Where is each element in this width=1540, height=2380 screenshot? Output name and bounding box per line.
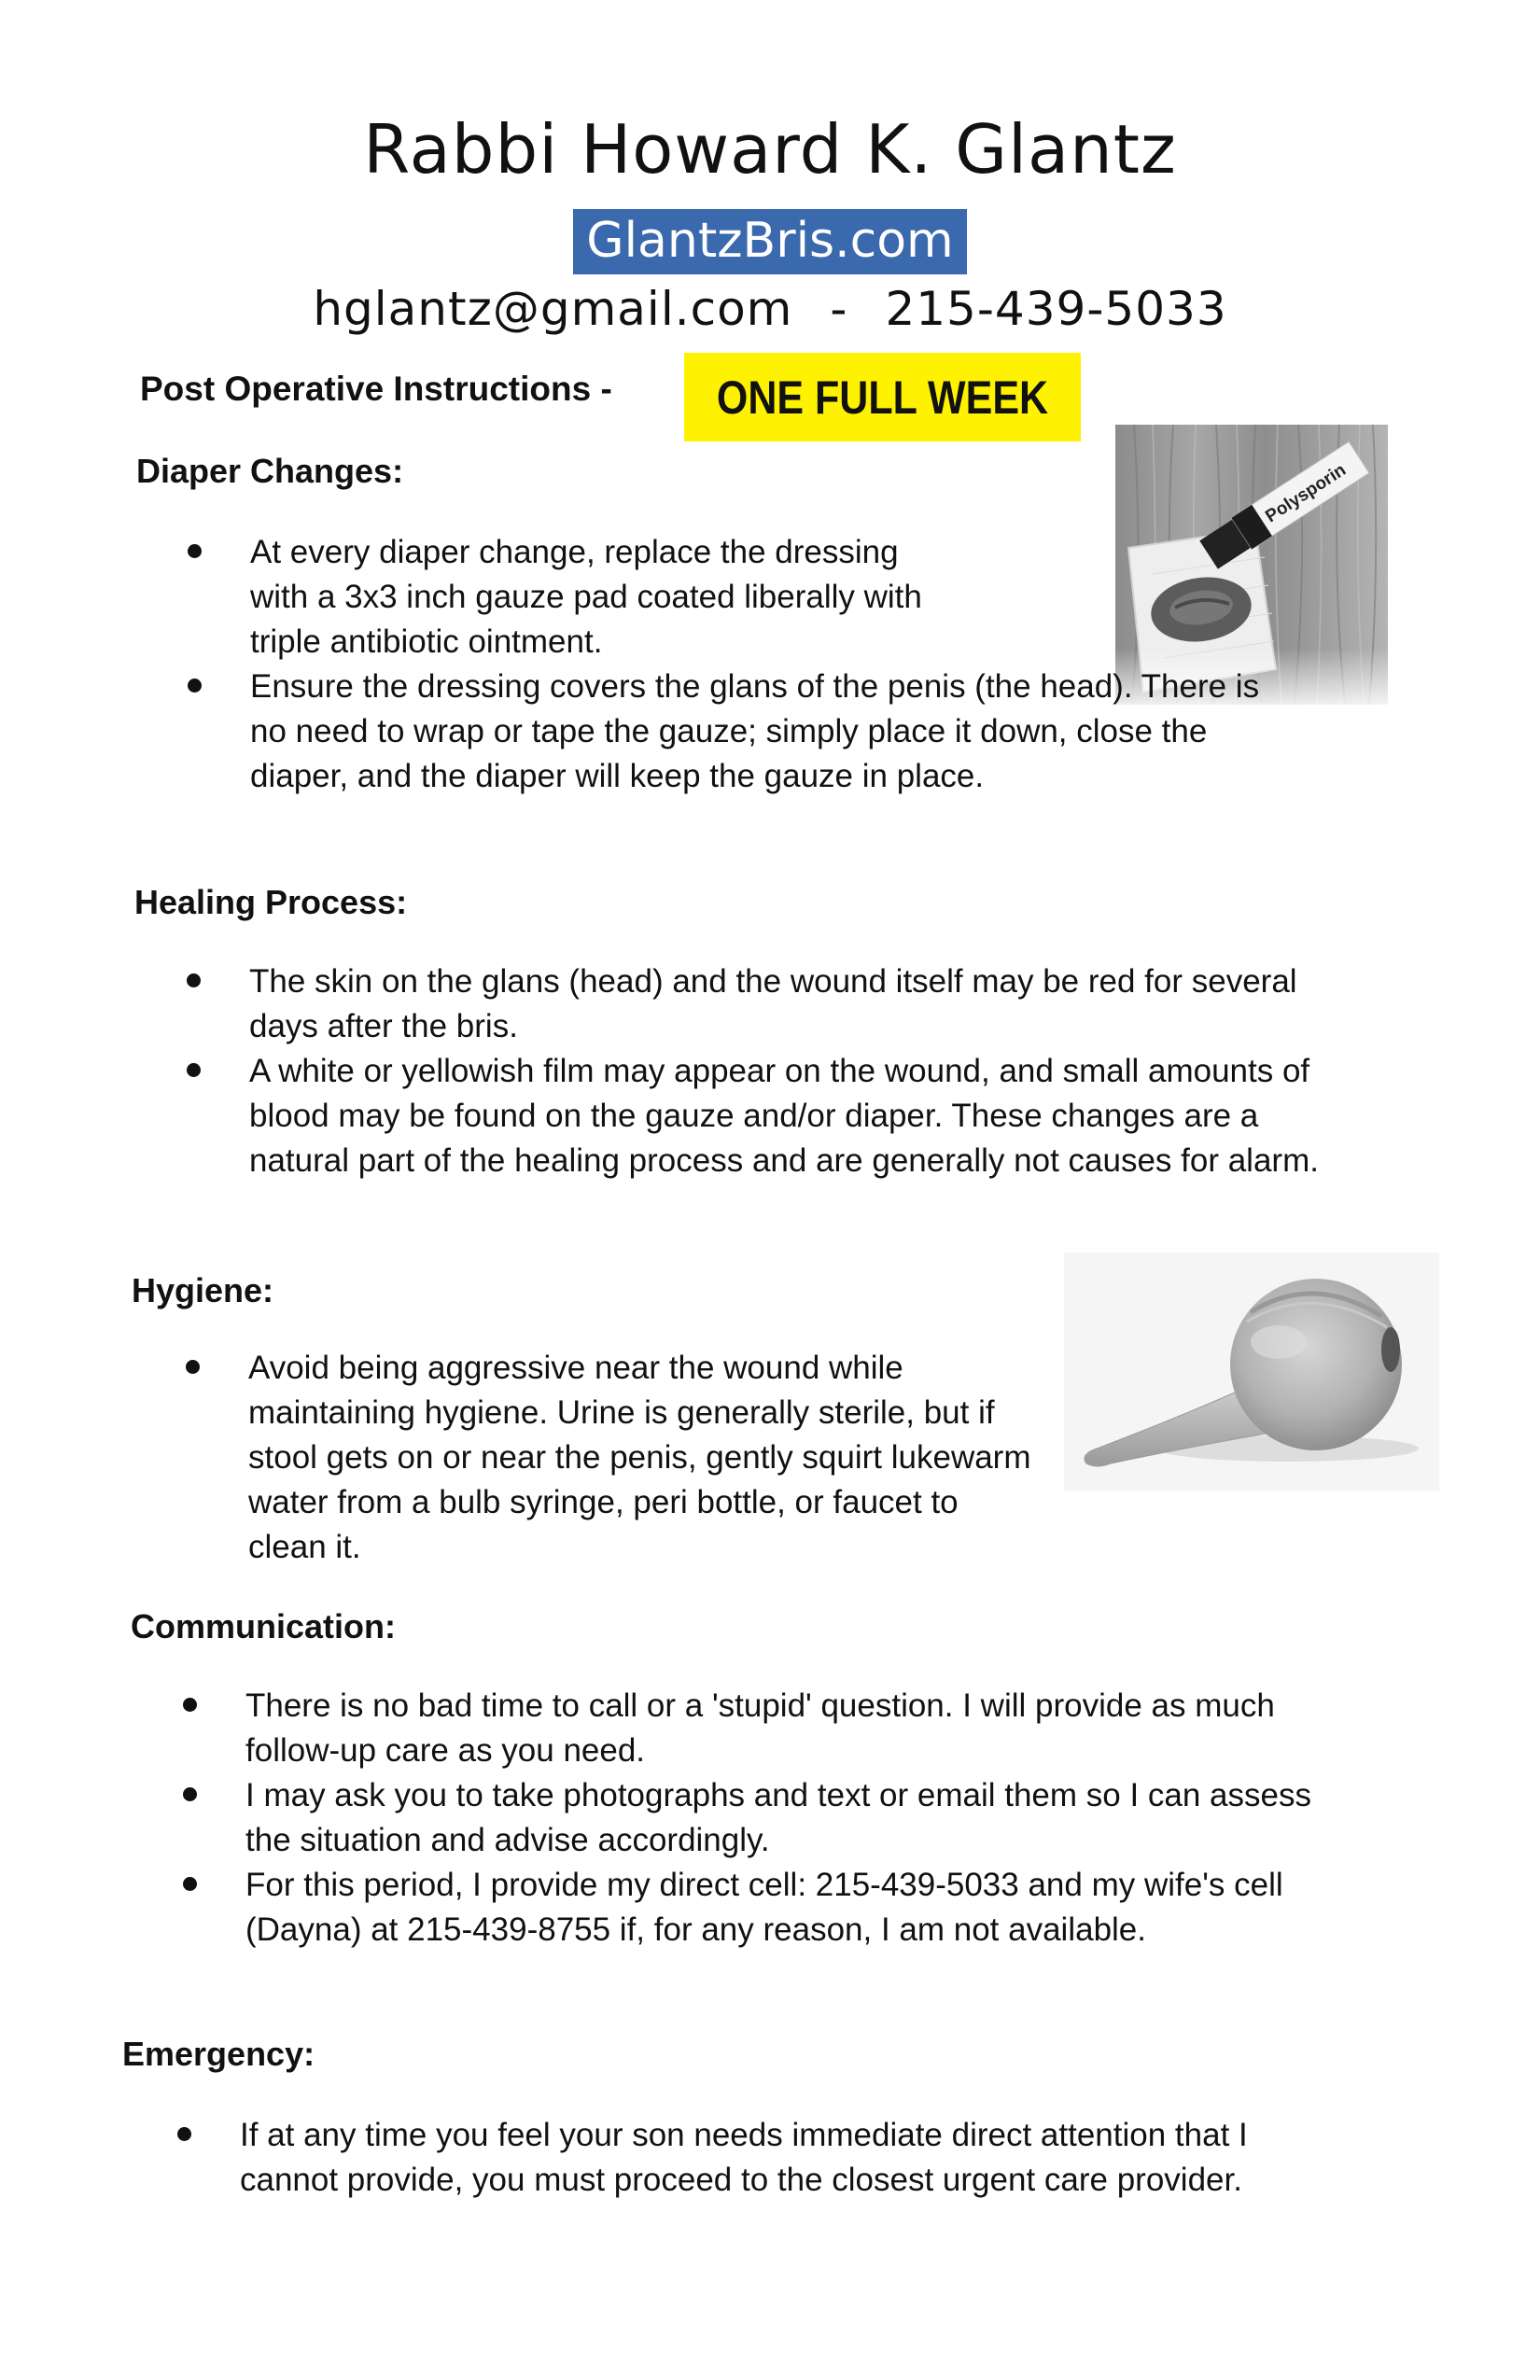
section-heading-hygiene: Hygiene: [132,1271,274,1309]
healing-process-list [187,959,1335,1183]
diaper-changes-list [188,530,1260,799]
list-item-text: If at any time you feel your son needs immediate direct attention that I cannot provide, you must proceed to the closest urgent care provider. [240,2117,1248,2198]
list-item-text: Ensure the dressing covers the glans of the penis (the head). There is no need to wrap or tape the gauze; simply place it down, close the diaper, and the diaper will keep the gauze in place. [250,668,1260,794]
website-row [0,209,1540,274]
list-item [188,665,1289,799]
list-item [188,530,959,665]
post-op-label: Post Operative Instructions - [140,370,612,408]
list-item-text: For this period, I provide my direct cell: 215-439-5033 and my wife's cell (Dayna) at 215-439-8755 if, for any reason, I am not available. [245,1867,1283,1948]
duration-text: ONE FULL WEEK [716,371,1049,424]
section-heading-healing-process: Healing Process: [134,883,408,921]
emergency-list [177,2113,1316,2203]
website-link[interactable]: GlantzBris.com [573,209,966,274]
bulb-syringe-photo [1064,1253,1439,1491]
list-item [183,1863,1312,1953]
list-item-text: The skin on the glans (head) and the wound itself may be red for several days after the bris. [249,963,1297,1044]
list-item [177,2113,1316,2203]
ointment-gauze-photo [1115,425,1388,705]
bullet-icon [183,1787,197,1801]
list-item-text: At every diaper change, replace the dressing with a 3x3 inch gauze pad coated liberally with triple antibiotic ointment. [250,534,922,660]
bullet-icon [187,973,201,987]
bullet-icon [177,2127,191,2141]
duration-badge [684,353,1081,441]
bullet-icon [183,1698,197,1712]
contact-separator: - [830,282,848,336]
bullet-icon [183,1877,197,1891]
bullet-icon [188,679,202,693]
list-item [186,1346,1044,1570]
list-item [183,1684,1312,1773]
list-item [183,1773,1312,1863]
list-item [187,1049,1335,1183]
page-title: Rabbi Howard K. Glantz [363,110,1177,189]
list-item-text: A white or yellowish film may appear on the wound, and small amounts of blood may be found on the gauze and/or diaper. These changes are a natural part of the healing process and are generally not causes for alarm. [249,1053,1319,1179]
communication-list [183,1684,1312,1953]
section-heading-emergency: Emergency: [122,2035,315,2073]
list-item-text: I may ask you to take photographs and text or email them so I can assess the situation and advise accordingly. [245,1777,1311,1858]
contact-line [0,282,1540,336]
list-item [187,959,1335,1049]
email-text: hglantz@gmail.com [313,282,793,336]
bullet-icon [187,1063,201,1077]
list-item-text: There is no bad time to call or a 'stupid' question. I will provide as much follow-up care as you need. [245,1687,1275,1769]
phone-text: 215-439-5033 [885,282,1227,336]
hygiene-list [186,1346,1044,1570]
bullet-icon [188,544,202,558]
section-heading-communication: Communication: [131,1607,396,1645]
section-heading-diaper-changes: Diaper Changes: [136,452,404,490]
bullet-icon [186,1360,200,1374]
list-item-text: Avoid being aggressive near the wound while maintaining hygiene. Urine is generally sterile, but if stool gets on or near the penis, gently squirt lukewarm water from a bulb syringe, peri bottle, or faucet to clean it. [248,1350,1031,1565]
